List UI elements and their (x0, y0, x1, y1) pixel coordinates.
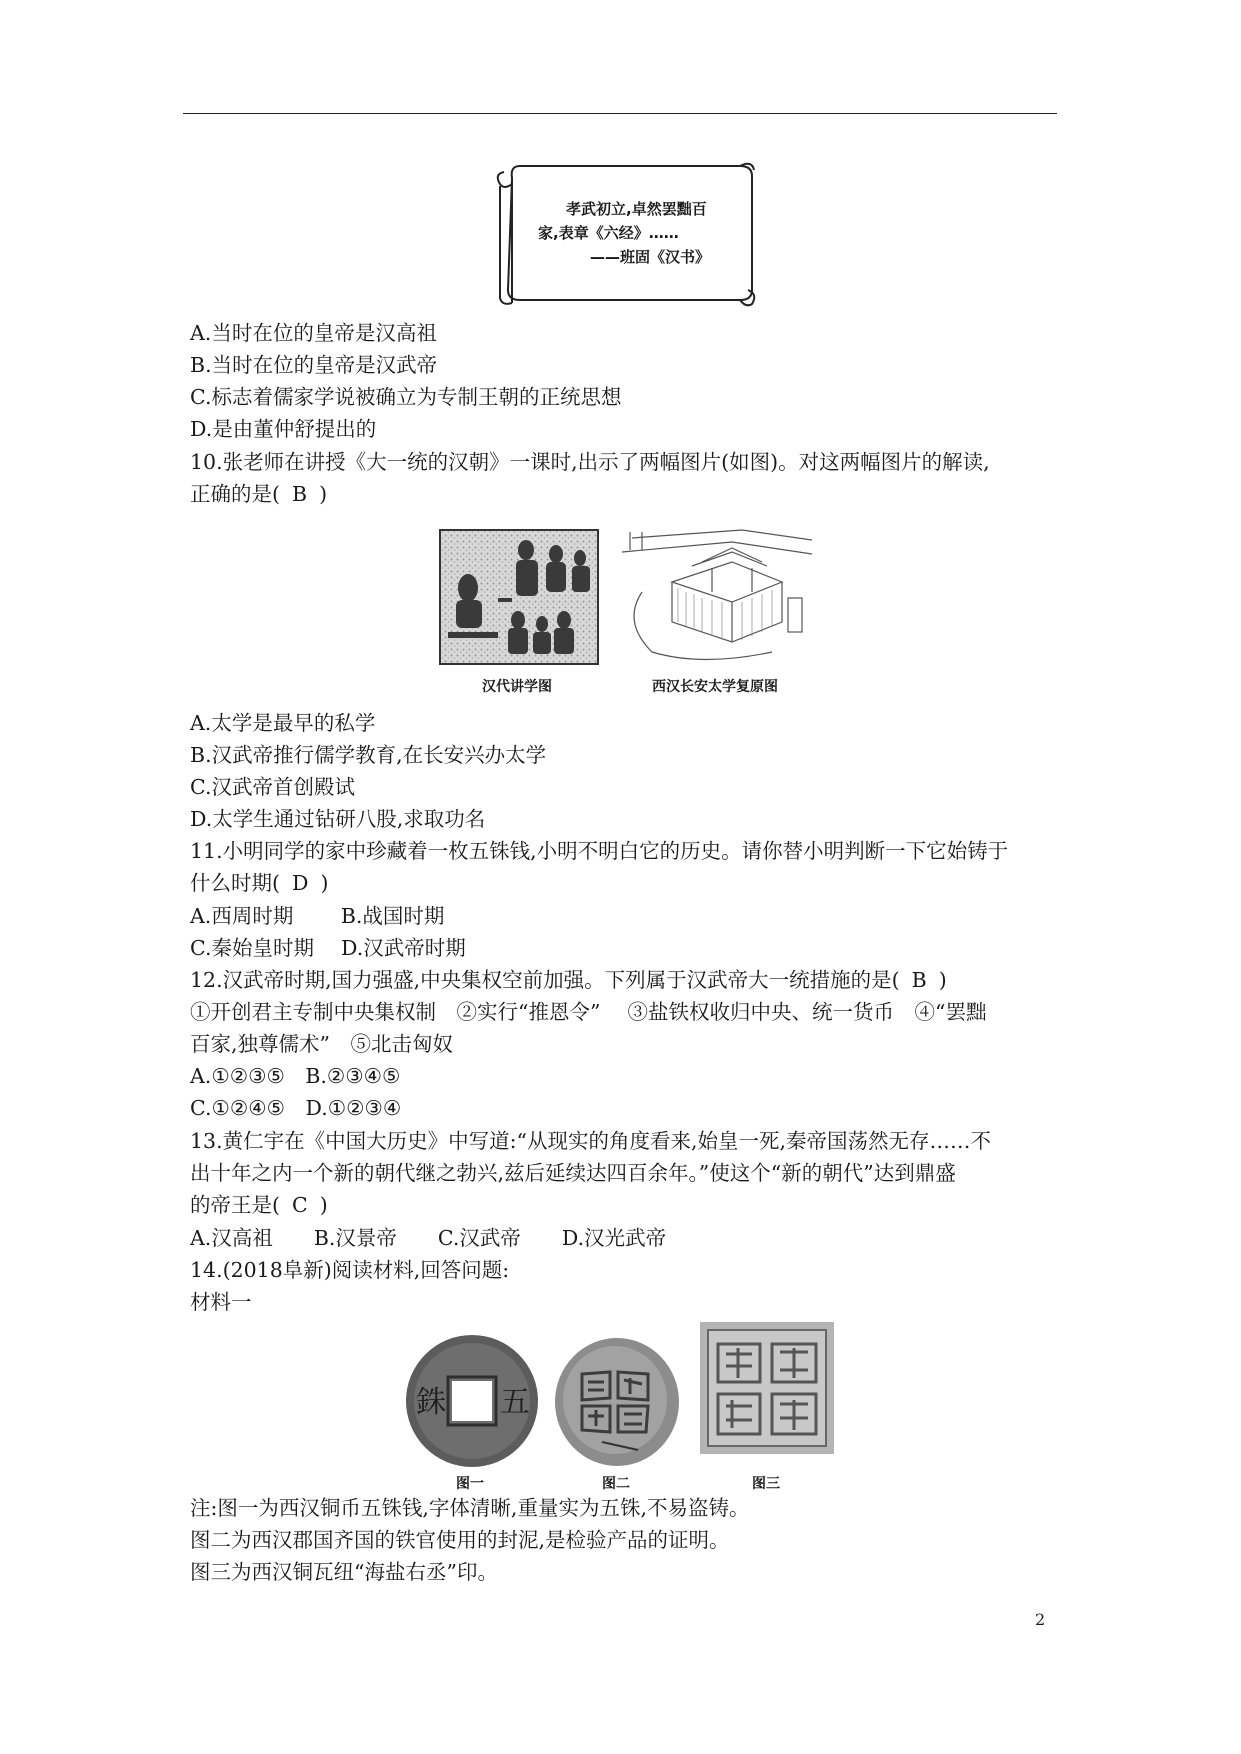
fig-caption-3: 图三 (752, 1476, 780, 1492)
q10-option-c: C.汉武帝首创殿试 (190, 775, 355, 799)
q14-note-1: 注:图一为西汉铜币五铢钱,字体清晰,重量实为五铢,不易盗铸。 (190, 1496, 750, 1520)
q14-note-2: 图二为西汉郡国齐国的铁官使用的封泥,是检验产品的证明。 (190, 1528, 730, 1552)
q13-stem-3 (190, 1191, 328, 1219)
fig-caption-2: 图二 (602, 1476, 630, 1492)
q13-stem-prefix: 的帝王是( (190, 1193, 280, 1217)
q11-stem-prefix: 什么时期( (190, 871, 280, 895)
q11-stem-suffix: ) (320, 871, 329, 895)
q9-option-c: C.标志着儒家学说被确立为专制王朝的正统思想 (190, 385, 622, 409)
bronze-seal-image (700, 1322, 834, 1454)
q12-stem (190, 966, 947, 994)
wuzhu-coin-image (402, 1330, 542, 1472)
fig-caption-1: 图一 (456, 1476, 484, 1492)
coin-glyph-left: 銖 (416, 1385, 446, 1420)
q12-stem-suffix: ) (938, 968, 947, 992)
q11-answer: D (292, 871, 309, 895)
fig-caption-taixue: 西汉长安太学复原图 (652, 679, 778, 695)
q12-items-1: ①开创君主专制中央集权制 ②实行“推恩令” ③盐铁权收归中央、统一货币 ④“罢黜 (190, 1000, 987, 1024)
q12-stem-prefix: 12.汉武帝时期,国力强盛,中央集权空前加强。下列属于汉武帝大一统措施的是( (190, 968, 900, 992)
q11-stem-1: 11.小明同学的家中珍藏着一枚五铢钱,小明不明白它的历史。请你替小明判断一下它始铸于 (190, 839, 1009, 863)
q14-stem: 14.(2018阜新)阅读材料,回答问题: (190, 1258, 510, 1282)
q9-option-a: A.当时在位的皇帝是汉高祖 (190, 321, 437, 345)
q12-items-2: 百家,独尊儒术” ⑤北击匈奴 (190, 1032, 453, 1056)
q10-option-a: A.太学是最早的私学 (190, 711, 376, 735)
taixue-reconstruction-image (612, 522, 812, 667)
q9-option-b: B.当时在位的皇帝是汉武帝 (190, 353, 438, 377)
q13-stem-1: 13.黄仁宇在《中国大历史》中写道:“从现实的角度看来,始皇一死,秦帝国荡然无存……不 (190, 1129, 992, 1153)
q13-stem-2: 出十年之内一个新的朝代继之勃兴,兹后延续达四百余年。”使这个“新的朝代”达到鼎盛 (190, 1161, 956, 1185)
q11-options-row-1: A.西周时期 B.战国时期 (190, 904, 445, 928)
q13-stem-suffix: ) (319, 1193, 328, 1217)
q10-answer: B (292, 482, 308, 506)
q14-note-3: 图三为西汉铜瓦纽“海盐右丞”印。 (190, 1560, 498, 1584)
clay-seal-image (552, 1334, 682, 1470)
q12-options-row-2: C.①②④⑤ D.①②③④ (190, 1096, 402, 1120)
q10-stem-2 (190, 480, 327, 508)
q11-stem-2 (190, 869, 328, 897)
q10-option-b: B.汉武帝推行儒学教育,在长安兴办太学 (190, 743, 547, 767)
q11-options-row-2: C.秦始皇时期 D.汉武帝时期 (190, 936, 466, 960)
q14-material-label: 材料一 (190, 1290, 252, 1314)
q10-option-d: D.太学生通过钻研八股,求取功名 (190, 807, 486, 831)
q12-answer: B (911, 968, 927, 992)
q12-options-row-1: A.①②③⑤ B.②③④⑤ (190, 1064, 401, 1088)
page-number: 2 (1035, 1610, 1046, 1629)
scroll-line-3: ——班固《汉书》 (590, 248, 711, 266)
scroll-line-2: 家,表章《六经》…… (538, 224, 679, 242)
q10-stem-prefix: 正确的是( (190, 482, 280, 506)
q9-option-d: D.是由董仲舒提出的 (190, 417, 377, 441)
q10-stem-suffix: ) (319, 482, 328, 506)
q13-options: A.汉高祖 B.汉景帝 C.汉武帝 D.汉光武帝 (190, 1226, 667, 1250)
q13-answer: C (292, 1193, 308, 1217)
coin-glyph-right: 五 (500, 1385, 530, 1420)
q10-stem-1: 10.张老师在讲授《大一统的汉朝》一课时,出示了两幅图片(如图)。对这两幅图片的解读, (190, 450, 990, 474)
header-rule (183, 113, 1057, 114)
fig-caption-lecture: 汉代讲学图 (482, 679, 552, 695)
scroll-line-1: 孝武初立,卓然罢黜百 (566, 200, 707, 218)
han-lecture-image (438, 528, 600, 666)
